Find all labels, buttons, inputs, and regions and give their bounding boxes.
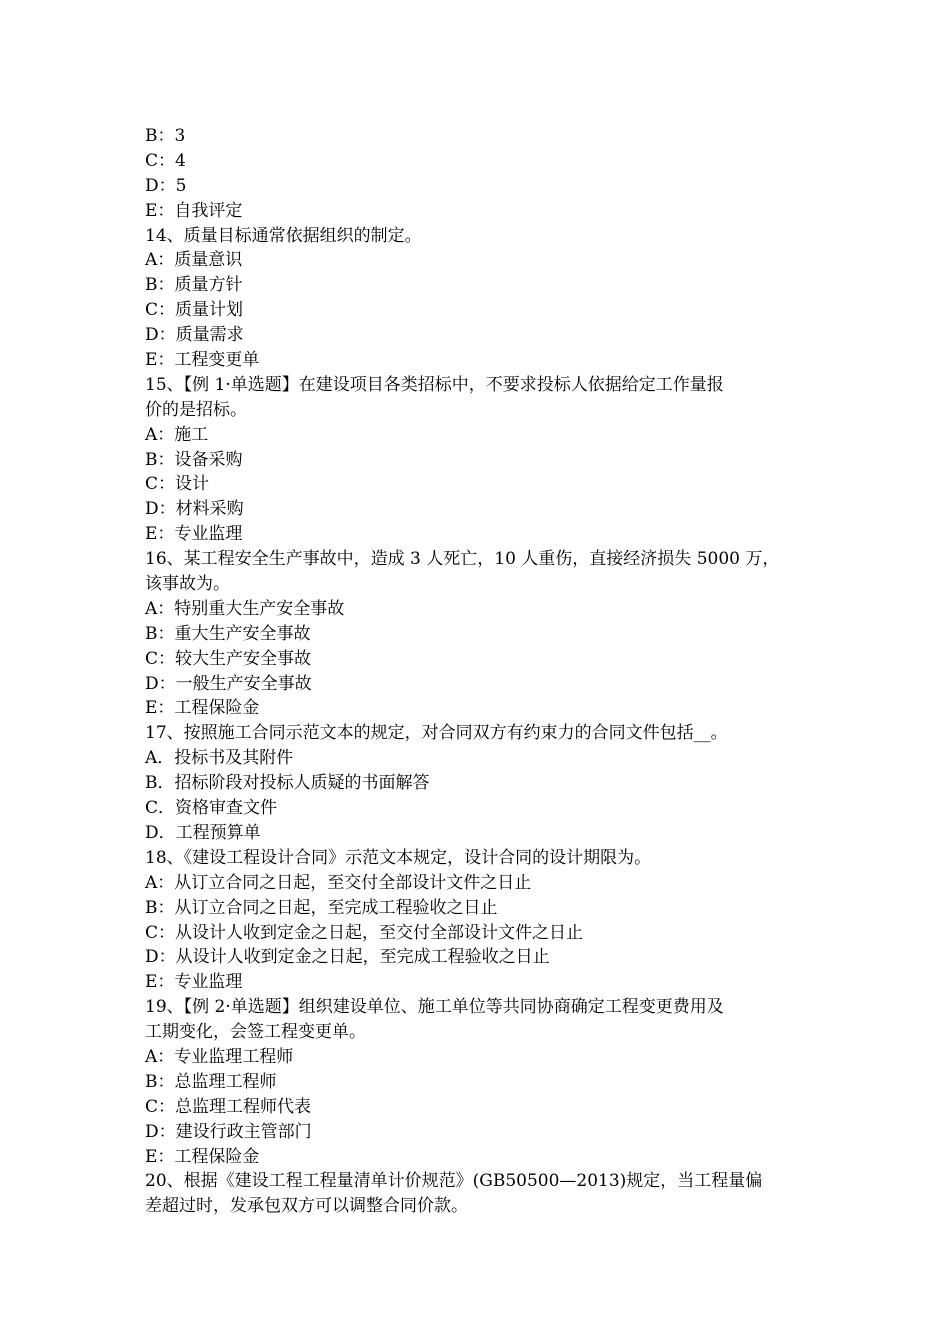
text-line: 工期变化，会签工程变更单。 <box>145 1022 366 1043</box>
text-line: C：总监理工程师代表 <box>145 1096 312 1117</box>
text-line: E：工程变更单 <box>145 350 260 371</box>
text-line: B：总监理工程师 <box>145 1071 277 1092</box>
question-16: 16、某工程安全生产事故中，造成 3 人死亡，10 人重伤，直接经济损失 5000 万， <box>145 549 780 570</box>
text-line: C：设计 <box>145 474 210 495</box>
text-line: A：专业监理工程师 <box>145 1046 294 1067</box>
text-line: B：设备采购 <box>145 449 243 470</box>
text-line: E：工程保险金 <box>145 1146 260 1167</box>
text-line: A．投标书及其附件 <box>145 748 294 769</box>
text-line: B：3 <box>145 126 186 146</box>
text-line: C：较大生产安全事故 <box>145 648 312 669</box>
text-line: C：4 <box>145 150 186 171</box>
text-line: A：从订立合同之日起，至交付全部设计文件之日止 <box>145 872 532 893</box>
text-line: D：质量需求 <box>145 325 244 346</box>
text-line: B：从订立合同之日起，至完成工程验收之日止 <box>145 897 498 918</box>
question-15: 15、【例 1·单选题】在建设项目各类招标中，不要求投标人依据给定工作量报 <box>145 374 724 395</box>
question-18: 18、《建设工程设计合同》示范文本规定，设计合同的设计期限为。 <box>145 847 652 868</box>
text-line: D：建设行政主管部门 <box>145 1121 312 1142</box>
text-line: D：5 <box>145 175 187 196</box>
text-line: A：特别重大生产安全事故 <box>145 598 345 619</box>
text-line: 差超过时，发承包双方可以调整合同价款。 <box>145 1196 468 1217</box>
text-line: D：材料采购 <box>145 499 244 520</box>
text-line: E：专业监理 <box>145 524 243 545</box>
question-14: 14、质量目标通常依据组织的制定。 <box>145 225 422 246</box>
text-line: A：施工 <box>145 424 209 445</box>
text-line: D：从设计人收到定金之日起，至完成工程验收之日止 <box>145 947 550 968</box>
document-body <box>145 124 825 1219</box>
text-line: C．资格审查文件 <box>145 798 278 819</box>
text-line: E：工程保险金 <box>145 698 260 719</box>
text-line: D：一般生产安全事故 <box>145 673 312 694</box>
text-line: B．招标阶段对投标人质疑的书面解答 <box>145 773 430 794</box>
text-line: 该事故为。 <box>145 574 230 595</box>
text-line: D．工程预算单 <box>145 822 261 843</box>
text-line: B：重大生产安全事故 <box>145 623 311 644</box>
text-line: B：质量方针 <box>145 275 243 296</box>
text-line: C：质量计划 <box>145 300 244 321</box>
question-20: 20、根据《建设工程工程量清单计价规范》(GB50500—2013)规定，当工程量偏 <box>145 1171 763 1192</box>
text-line: A：质量意识 <box>145 250 243 271</box>
text-line: E：专业监理 <box>145 972 243 993</box>
question-19: 19、【例 2·单选题】组织建设单位、施工单位等共同协商确定工程变更费用及 <box>145 997 724 1018</box>
text-line: 价的是招标。 <box>145 399 247 420</box>
text-line: E：自我评定 <box>145 200 243 221</box>
question-17: 17、按照施工合同示范文本的规定，对合同双方有约束力的合同文件包括__。 <box>145 723 728 744</box>
text-line: C：从设计人收到定金之日起，至交付全部设计文件之日止 <box>145 922 584 943</box>
